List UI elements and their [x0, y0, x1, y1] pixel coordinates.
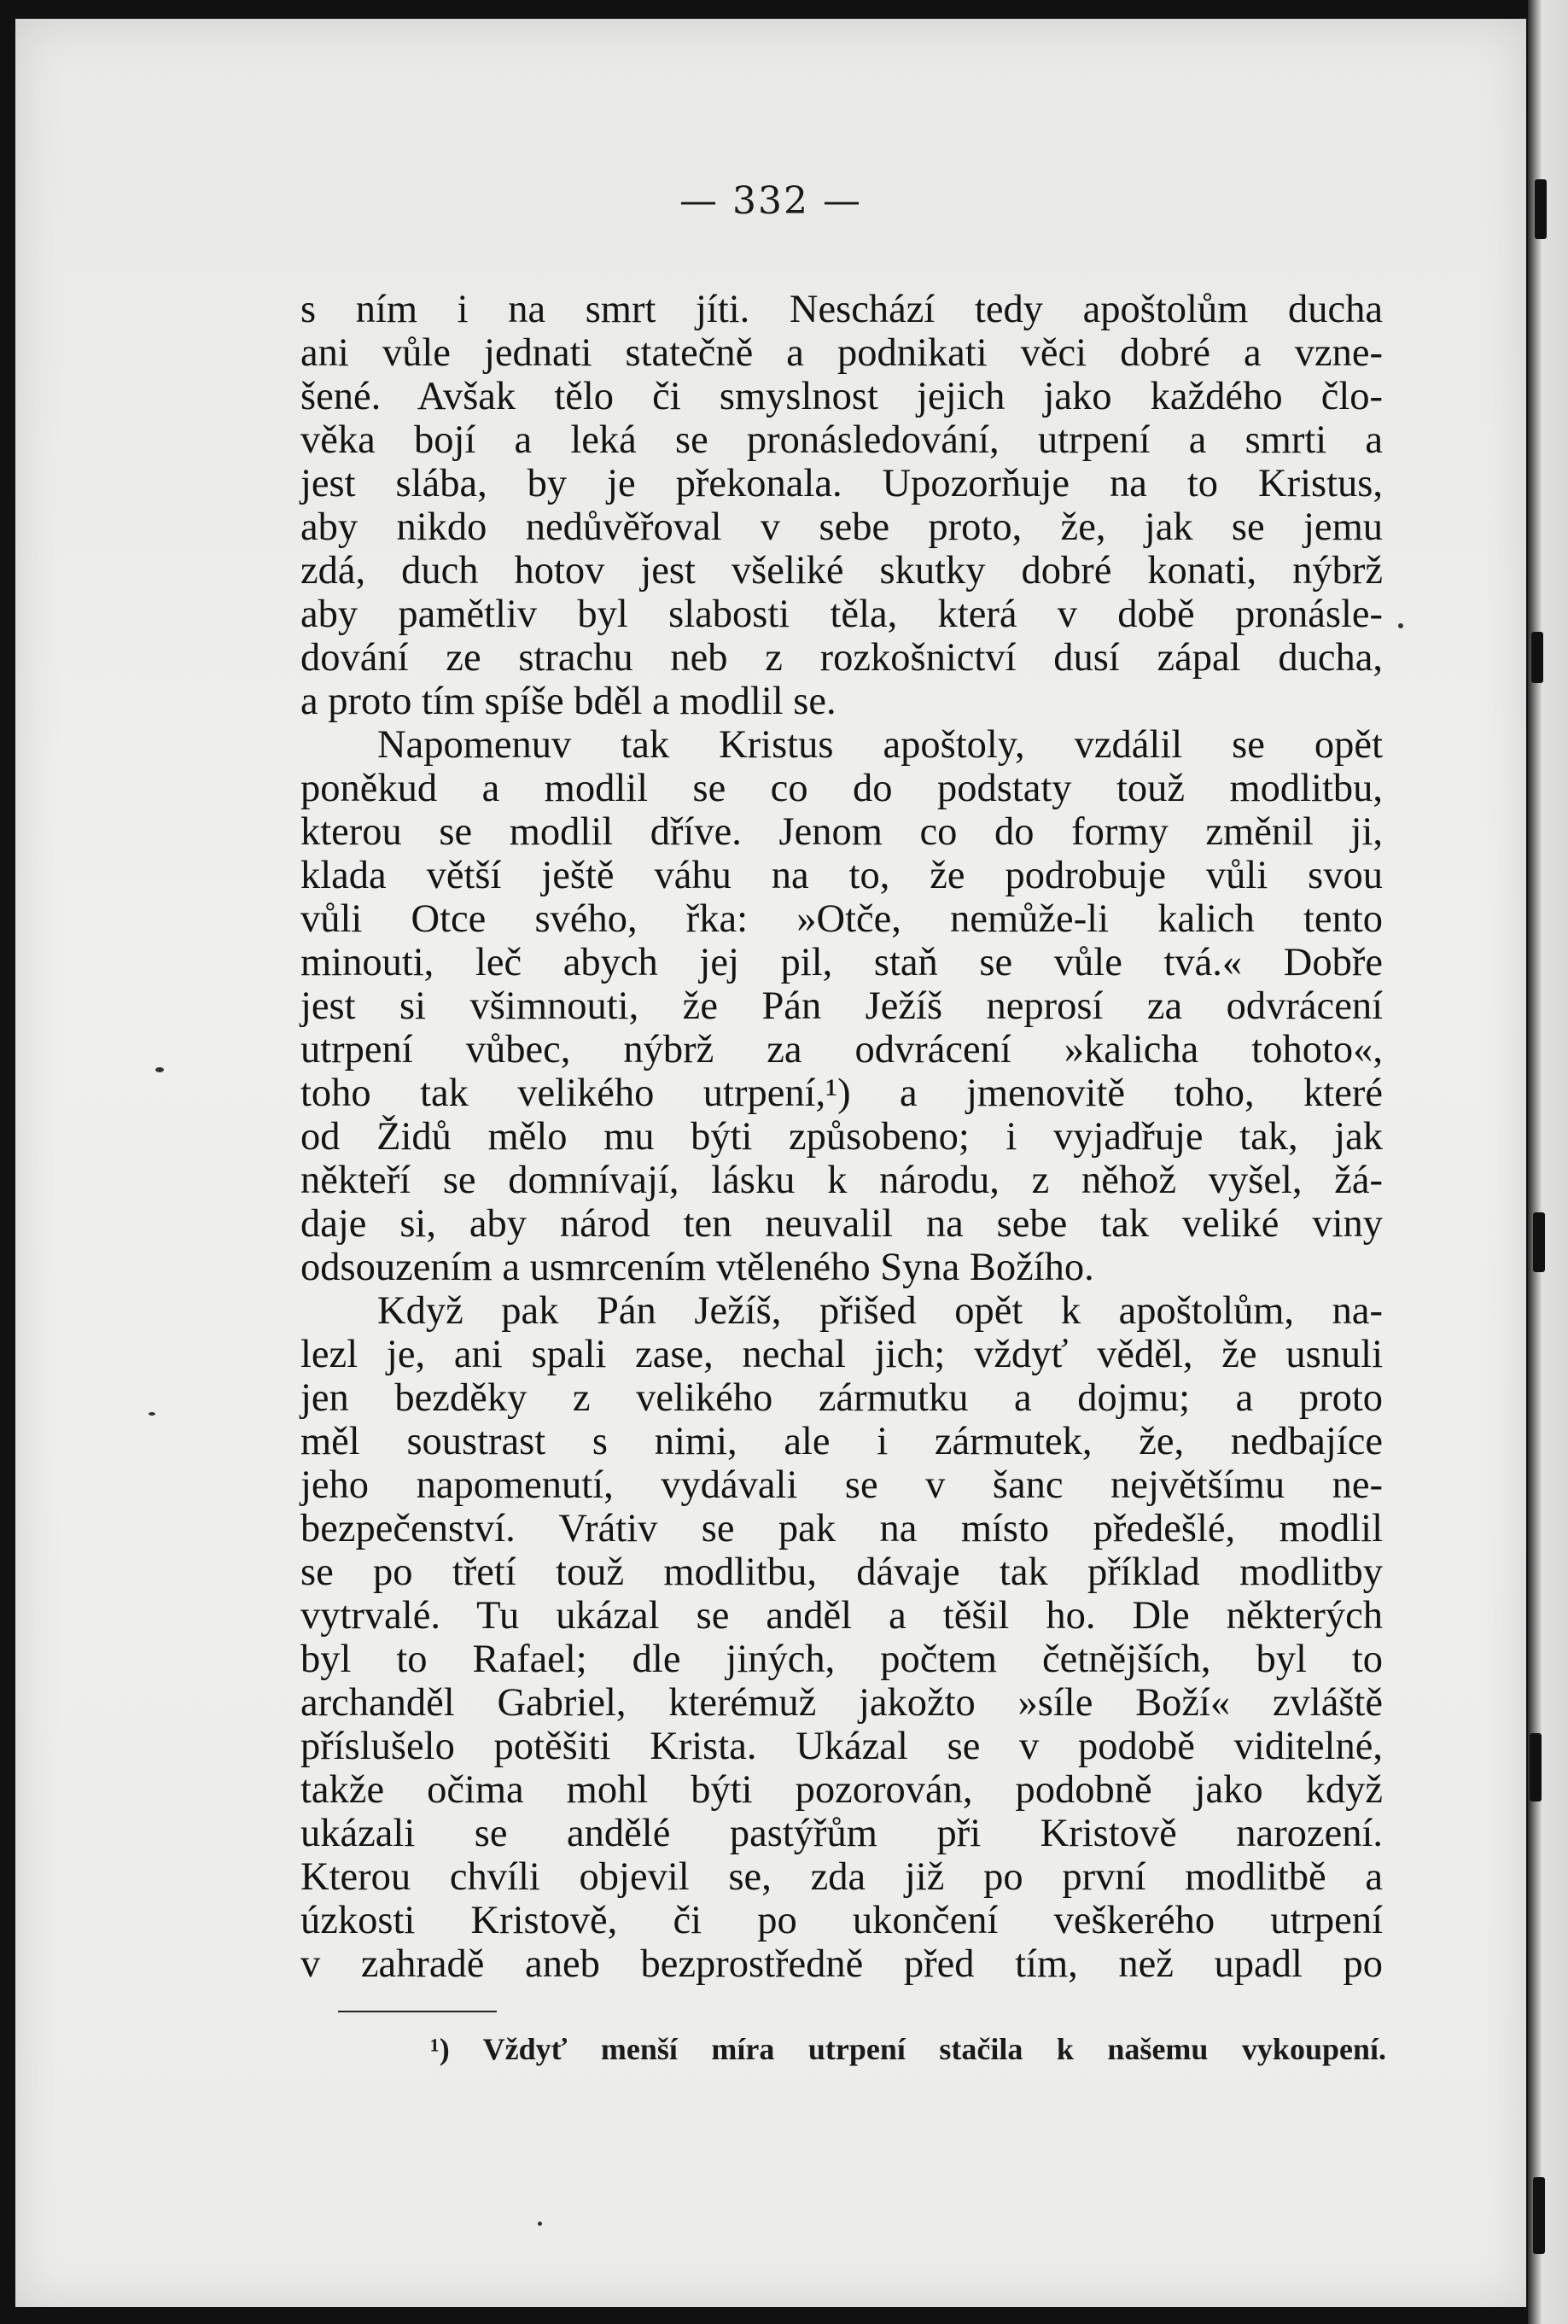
text-line: Napomenuv tak Kristus apoštoly, vzdálil se opět [377, 723, 1383, 767]
text-line: utrpení vůbec, nýbrž za odvrácení »kalicha tohoto«, [300, 1028, 1383, 1071]
text-line: Když pak Pán Ježíš, přišed opět k apoštolům, na- [377, 1289, 1383, 1333]
text-line: dování ze strachu neb z rozkošnictví dusí zápal ducha, [300, 636, 1383, 680]
text-line: poněkud a modlil se co do podstaty touž modlitbu, [300, 767, 1383, 810]
edge-mark [1535, 179, 1547, 239]
edge-mark [1530, 1733, 1542, 1801]
text-line: někteří se domnívají, lásku k národu, z něhož vyšel, žá- [300, 1159, 1383, 1202]
text-line: od Židů mělo mu býti způsobeno; i vyjadřuje tak, jak [300, 1115, 1383, 1159]
text-line: vůli Otce svého, řka: »Otče, nemůže-li kalich tento [300, 897, 1383, 941]
text-line: a proto tím spíše bděl a modlil se. [300, 680, 836, 723]
edge-mark [1533, 2177, 1545, 2254]
text-line: bezpečenství. Vrátiv se pak na místo předešlé, modlil [300, 1507, 1383, 1550]
text-line: měl soustrast s nimi, ale i zármutek, že, nedbajíce [300, 1420, 1383, 1463]
edge-mark [1533, 1212, 1545, 1272]
text-line: klada větší ještě váhu na to, že podrobuje vůli svou [300, 854, 1383, 897]
text-line: s ním i na smrt jíti. Neschází tedy apoštolům ducha [300, 288, 1383, 331]
text-line: věka bojí a leká se pronásledování, utrpení a smrti a [300, 418, 1383, 462]
page-number: — 332 — [679, 179, 862, 223]
text-line: zdá, duch hotov jest všeliké skutky dobré konati, nýbrž [300, 549, 1383, 593]
text-line: lezl je, ani spali zase, nechal jich; vždyť věděl, že usnuli [300, 1333, 1383, 1376]
text-line: odsouzením a usmrcením vtěleného Syna Božího. [300, 1246, 1094, 1289]
text-line: jeho napomenutí, vydávali se v šanc největšímu ne- [300, 1463, 1383, 1507]
scan-speck [149, 1412, 155, 1416]
text-line: aby pamětliv byl slabosti těla, která v době pronásle- [300, 593, 1383, 636]
body-text [300, 288, 1383, 1986]
text-line: ani vůle jednati statečně a podnikati věci dobré a vzne- [300, 331, 1383, 375]
text-line: Kterou chvíli objevil se, zda již po první modlitbě a [300, 1855, 1383, 1899]
edge-mark [1531, 632, 1543, 683]
text-line: aby nikdo nedůvěřoval v sebe proto, že, jak se jemu [300, 505, 1383, 549]
text-line: jen bezděky z velikého zármutku a dojmu; a proto [300, 1376, 1383, 1420]
text-line: ukázali se andělé pastýřům při Kristově narození. [300, 1812, 1383, 1855]
scan-speck [1398, 623, 1403, 628]
text-line: jest slába, by je překonala. Upozorňuje na to Kristus, [300, 462, 1383, 505]
scan-speck [155, 1067, 164, 1072]
text-line: minouti, leč abych jej pil, staň se vůle tvá.« Dobře [300, 941, 1383, 984]
text-line: úzkosti Kristově, či po ukončení veškerého utrpení [300, 1899, 1383, 1942]
text-line: v zahradě aneb bezprostředně před tím, než upadl po [300, 1942, 1383, 1986]
text-line: byl to Rafael; dle jiných, počtem četnějších, byl to [300, 1638, 1383, 1681]
text-line: daje si, aby národ ten neuvalil na sebe tak veliké viny [300, 1202, 1383, 1246]
book-page [15, 19, 1526, 2307]
book-spine-edge [1528, 0, 1568, 2324]
text-line: příslušelo potěšiti Krista. Ukázal se v podobě viditelné, [300, 1725, 1383, 1768]
text-line: šené. Avšak tělo či smyslnost jejich jako každého člo- [300, 375, 1383, 418]
text-line: takže očima mohl býti pozorován, podobně jako když [300, 1768, 1383, 1812]
footnote: ¹) Vždyť menší míra utrpení stačila k našemu vykoupení. [430, 2032, 1386, 2066]
text-line: se po třetí touž modlitbu, dávaje tak příklad modlitby [300, 1550, 1383, 1594]
text-line: jest si všimnouti, že Pán Ježíš neprosí za odvrácení [300, 984, 1383, 1028]
text-line: vytrvalé. Tu ukázal se anděl a těšil ho. Dle některých [300, 1594, 1383, 1638]
scan-speck [538, 2222, 542, 2226]
text-line: archanděl Gabriel, kterémuž jakožto »síle Boží« zvláště [300, 1681, 1383, 1725]
text-line: kterou se modlil dříve. Jenom co do formy změnil ji, [300, 810, 1383, 854]
text-line: toho tak velikého utrpení,¹) a jmenovitě toho, které [300, 1071, 1383, 1115]
footnote-divider [338, 2011, 497, 2012]
